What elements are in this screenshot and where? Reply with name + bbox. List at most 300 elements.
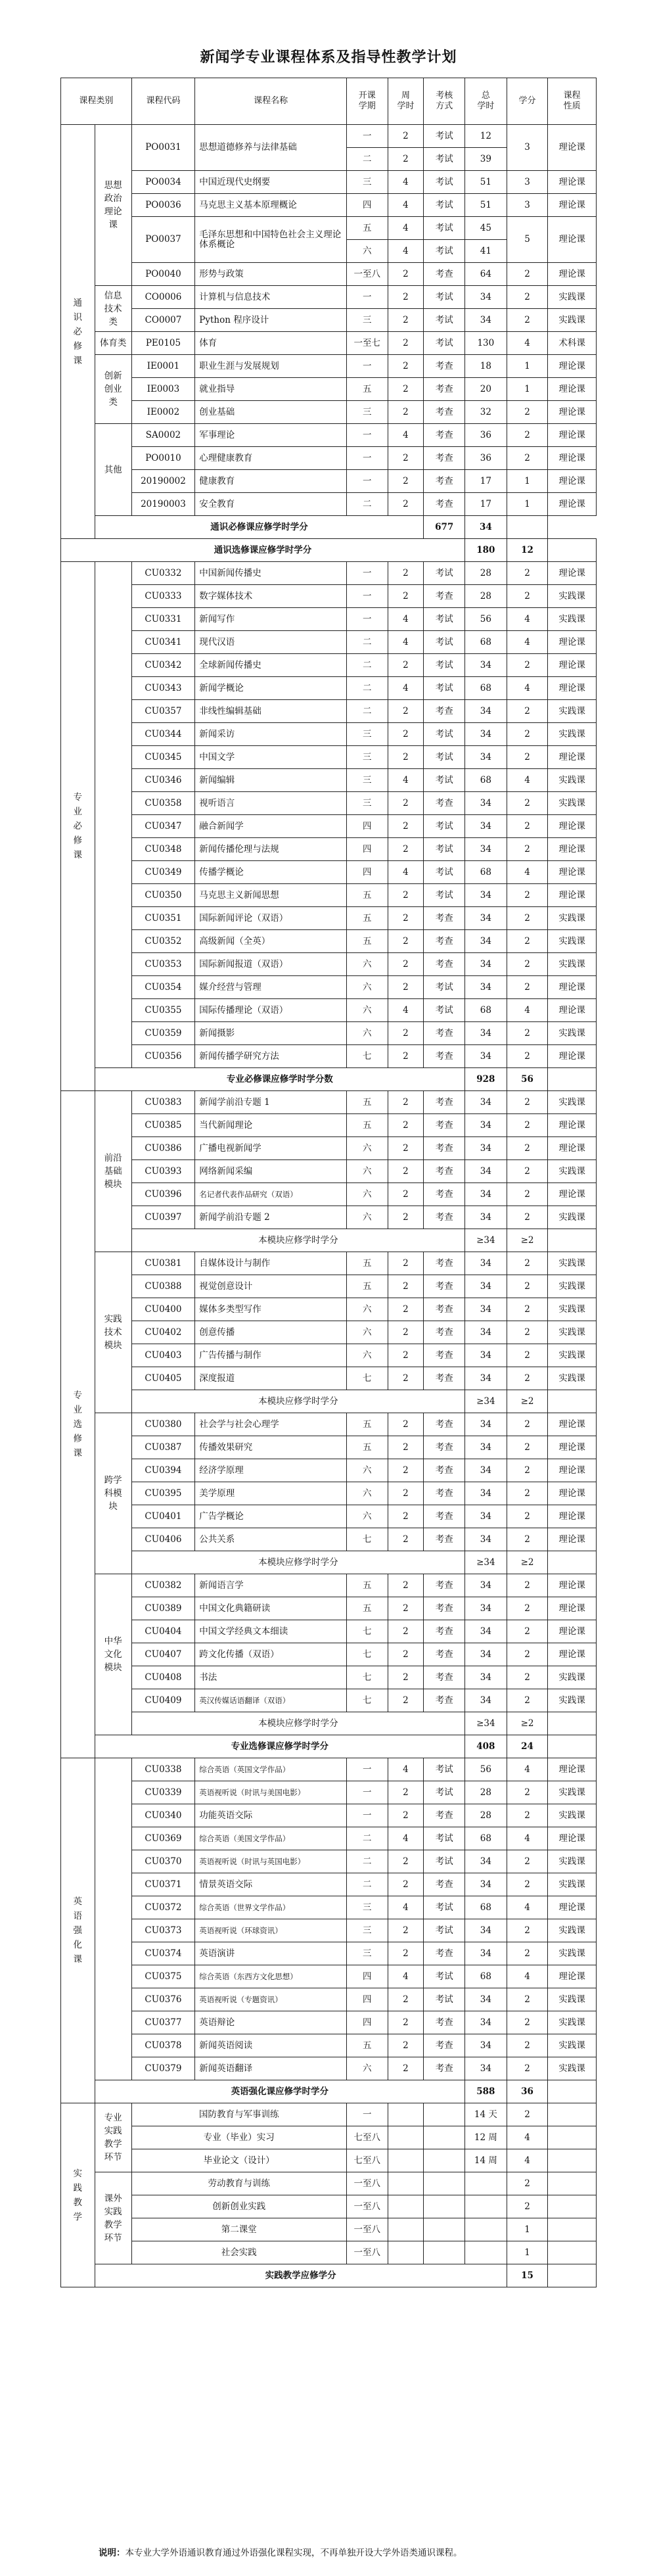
course-exam-type: 考查 — [424, 1804, 465, 1827]
course-credits: 2 — [507, 1482, 548, 1505]
course-credits: 2 — [507, 1413, 548, 1436]
course-total-hours: 68 — [465, 1827, 507, 1850]
course-code: IE0002 — [131, 401, 195, 424]
module-summary-hours: ≥34 — [465, 1551, 507, 1574]
empty-cell — [424, 2195, 465, 2218]
course-code: CU0372 — [131, 1896, 195, 1919]
practice-duration: 12 周 — [465, 2126, 507, 2149]
course-exam-type: 考查 — [424, 1459, 465, 1482]
empty-cell — [548, 1068, 597, 1091]
course-exam-type: 考查 — [424, 1275, 465, 1298]
course-credits: 2 — [507, 884, 548, 907]
course-weekly-hours: 2 — [388, 401, 424, 424]
course-code: PO0037 — [131, 217, 195, 263]
table-row — [61, 838, 597, 861]
practice-name: 创新创业实践 — [131, 2195, 346, 2218]
course-total-hours: 34 — [465, 1666, 507, 1689]
course-name: 健康教育 — [195, 470, 347, 493]
course-semester: 二 — [346, 700, 388, 723]
course-weekly-hours: 2 — [388, 1528, 424, 1551]
course-nature: 实践课 — [548, 907, 597, 930]
course-nature: 理论课 — [548, 1137, 597, 1160]
course-weekly-hours: 2 — [388, 355, 424, 378]
course-weekly-hours: 2 — [388, 1413, 424, 1436]
course-name: 公共关系 — [195, 1528, 347, 1551]
course-semester: 五 — [346, 1091, 388, 1114]
course-nature: 理论课 — [548, 1459, 597, 1482]
course-semester: 五 — [346, 884, 388, 907]
header-semester: 开课 学期 — [346, 78, 388, 125]
course-weekly-hours: 2 — [388, 2011, 424, 2034]
course-code: CU0350 — [131, 884, 195, 907]
summary-row — [61, 2080, 597, 2103]
course-name: 经济学原理 — [195, 1459, 347, 1482]
course-semester: 一 — [346, 470, 388, 493]
course-name: 媒体多类型写作 — [195, 1298, 347, 1321]
course-credits: 4 — [507, 999, 548, 1022]
table-row — [61, 171, 597, 194]
course-weekly-hours: 2 — [388, 1275, 424, 1298]
course-name: 新闻英语阅读 — [195, 2034, 347, 2057]
course-weekly-hours: 4 — [388, 424, 424, 447]
course-weekly-hours: 2 — [388, 2034, 424, 2057]
summary-label: 专业必修课应修学时学分数 — [95, 1068, 464, 1091]
table-row — [61, 332, 597, 355]
course-nature: 理论课 — [548, 746, 597, 769]
course-total-hours: 18 — [465, 355, 507, 378]
table-row — [61, 1873, 597, 1896]
course-exam-type: 考试 — [424, 194, 465, 217]
practice-credits: 2 — [507, 2172, 548, 2195]
course-credits: 2 — [507, 1137, 548, 1160]
table-row — [61, 1137, 597, 1160]
course-weekly-hours: 2 — [388, 1022, 424, 1045]
course-code: PO0040 — [131, 263, 195, 286]
course-exam-type: 考查 — [424, 1367, 465, 1390]
course-semester: 二 — [346, 677, 388, 700]
table-row — [61, 1574, 597, 1597]
course-exam-type: 考查 — [424, 1298, 465, 1321]
course-credits: 2 — [507, 401, 548, 424]
course-semester: 四 — [346, 838, 388, 861]
course-code: CU0371 — [131, 1873, 195, 1896]
course-total-hours: 68 — [465, 1896, 507, 1919]
module-summary-row — [61, 1551, 597, 1574]
course-nature: 实践课 — [548, 700, 597, 723]
practice-row — [61, 2172, 597, 2195]
empty-cell — [424, 2126, 465, 2149]
course-exam-type: 考试 — [424, 562, 465, 585]
course-name: 新闻传播伦理与法规 — [195, 838, 347, 861]
module-summary-hours: ≥34 — [465, 1712, 507, 1735]
course-nature: 实践课 — [548, 930, 597, 953]
course-nature: 理论课 — [548, 838, 597, 861]
course-semester: 二 — [346, 148, 388, 171]
course-semester: 一 — [346, 585, 388, 608]
course-credits: 2 — [507, 1252, 548, 1275]
category-general-required: 通 识 必 修 课 — [61, 125, 95, 539]
summary-hours: 677 — [424, 516, 465, 539]
subcategory-chuangxin: 创新 创业 类 — [95, 355, 131, 424]
table-row — [61, 608, 597, 631]
course-nature: 实践课 — [548, 1206, 597, 1229]
course-credits: 2 — [507, 1298, 548, 1321]
course-total-hours: 34 — [465, 1919, 507, 1942]
table-row — [61, 1321, 597, 1344]
course-name: 现代汉语 — [195, 631, 347, 654]
course-total-hours: 34 — [465, 1367, 507, 1390]
course-nature: 实践课 — [548, 2034, 597, 2057]
course-exam-type: 考查 — [424, 1022, 465, 1045]
course-weekly-hours: 2 — [388, 1574, 424, 1597]
footnote-text: 本专业大学外语通识教育通过外语强化课程实现，不再单独开设大学外语类通识课程。 — [125, 2548, 463, 2558]
course-code: CU0357 — [131, 700, 195, 723]
course-semester: 四 — [346, 1988, 388, 2011]
empty-cell — [424, 2149, 465, 2172]
course-total-hours: 34 — [465, 1643, 507, 1666]
table-row — [61, 1275, 597, 1298]
summary-credits: 15 — [507, 2264, 548, 2287]
course-total-hours: 34 — [465, 1873, 507, 1896]
empty-cell — [548, 2264, 597, 2287]
course-exam-type: 考试 — [424, 884, 465, 907]
course-code: PO0034 — [131, 171, 195, 194]
course-exam-type: 考试 — [424, 217, 465, 240]
course-exam-type: 考查 — [424, 1344, 465, 1367]
course-nature: 理论课 — [548, 1827, 597, 1850]
course-semester: 六 — [346, 1482, 388, 1505]
course-total-hours: 34 — [465, 1942, 507, 1965]
course-code: CU0332 — [131, 562, 195, 585]
course-code: CU0408 — [131, 1666, 195, 1689]
empty-cell — [388, 2218, 424, 2241]
table-row — [61, 1344, 597, 1367]
course-name: 新闻英语翻译 — [195, 2057, 347, 2080]
course-total-hours: 34 — [465, 2011, 507, 2034]
table-row — [61, 470, 597, 493]
course-code: CU0380 — [131, 1413, 195, 1436]
summary-label: 通识选修课应修学时学分 — [61, 539, 465, 562]
course-nature: 实践课 — [548, 1022, 597, 1045]
course-nature: 实践课 — [548, 1942, 597, 1965]
course-nature: 实践课 — [548, 1689, 597, 1712]
course-nature: 理论课 — [548, 677, 597, 700]
course-name: 创意传播 — [195, 1321, 347, 1344]
course-total-hours: 34 — [465, 1528, 507, 1551]
table-row — [61, 401, 597, 424]
course-nature: 理论课 — [548, 1965, 597, 1988]
course-weekly-hours: 2 — [388, 1666, 424, 1689]
course-total-hours: 130 — [465, 332, 507, 355]
table-row — [61, 1942, 597, 1965]
course-weekly-hours: 2 — [388, 1091, 424, 1114]
course-semester: 三 — [346, 309, 388, 332]
empty-cell — [507, 516, 548, 539]
table-row — [61, 769, 597, 792]
course-nature: 理论课 — [548, 1528, 597, 1551]
course-weekly-hours: 2 — [388, 700, 424, 723]
course-weekly-hours: 2 — [388, 930, 424, 953]
course-credits: 1 — [507, 355, 548, 378]
course-name: 融合新闻学 — [195, 815, 347, 838]
empty-cell — [388, 2103, 424, 2126]
course-code: CU0352 — [131, 930, 195, 953]
table-row — [61, 930, 597, 953]
table-row — [61, 1781, 597, 1804]
course-total-hours: 34 — [465, 1252, 507, 1275]
course-semester: 一 — [346, 1781, 388, 1804]
header-total-hours: 总 学时 — [465, 78, 507, 125]
course-exam-type: 考试 — [424, 1919, 465, 1942]
table-row — [61, 493, 597, 516]
table-row — [61, 1965, 597, 1988]
course-nature: 实践课 — [548, 792, 597, 815]
course-code: PO0036 — [131, 194, 195, 217]
course-credits: 2 — [507, 976, 548, 999]
course-credits: 3 — [507, 125, 548, 171]
course-total-hours: 68 — [465, 999, 507, 1022]
course-weekly-hours: 2 — [388, 2057, 424, 2080]
course-credits: 3 — [507, 171, 548, 194]
course-total-hours: 34 — [465, 1505, 507, 1528]
empty-cell — [548, 1390, 597, 1413]
course-semester: 一 — [346, 355, 388, 378]
course-name: 新闻采访 — [195, 723, 347, 746]
course-exam-type: 考试 — [424, 654, 465, 677]
summary-label: 英语强化课应修学时学分 — [95, 2080, 464, 2103]
course-exam-type: 考查 — [424, 1620, 465, 1643]
course-semester: 一 — [346, 562, 388, 585]
course-name: 综合英语（东西方文化思想） — [195, 1965, 347, 1988]
course-code: CU0383 — [131, 1091, 195, 1114]
course-total-hours: 34 — [465, 1689, 507, 1712]
course-exam-type: 考查 — [424, 1436, 465, 1459]
course-exam-type: 考查 — [424, 263, 465, 286]
course-total-hours: 39 — [465, 148, 507, 171]
practice-duration: 14 周 — [465, 2149, 507, 2172]
table-row — [61, 447, 597, 470]
module-summary-row — [61, 1712, 597, 1735]
course-name: 新闻学前沿专题 2 — [195, 1206, 347, 1229]
course-name: 书法 — [195, 1666, 347, 1689]
practice-name: 专业（毕业）实习 — [131, 2126, 346, 2149]
empty-cell — [548, 2080, 597, 2103]
table-row — [61, 1022, 597, 1045]
table-row — [61, 953, 597, 976]
subcategory-qita: 其他 — [95, 424, 131, 516]
course-weekly-hours: 4 — [388, 677, 424, 700]
course-weekly-hours: 4 — [388, 769, 424, 792]
empty-cell — [388, 2195, 424, 2218]
course-name: 国际新闻报道（双语） — [195, 953, 347, 976]
empty-cell — [548, 2126, 597, 2149]
course-nature: 实践课 — [548, 1873, 597, 1896]
course-semester: 三 — [346, 792, 388, 815]
course-total-hours: 34 — [465, 792, 507, 815]
course-semester: 六 — [346, 1298, 388, 1321]
practice-credits: 2 — [507, 2103, 548, 2126]
course-exam-type: 考查 — [424, 907, 465, 930]
course-exam-type: 考试 — [424, 1850, 465, 1873]
summary-credits: 12 — [507, 539, 548, 562]
course-total-hours: 20 — [465, 378, 507, 401]
course-weekly-hours: 2 — [388, 1597, 424, 1620]
category-major-required: 专 业 必 修 课 — [61, 562, 95, 1091]
course-exam-type: 考查 — [424, 378, 465, 401]
module-summary-credits: ≥2 — [507, 1390, 548, 1413]
course-credits: 2 — [507, 1620, 548, 1643]
course-code: CU0385 — [131, 1114, 195, 1137]
course-total-hours: 17 — [465, 493, 507, 516]
course-name: 跨文化传播（双语） — [195, 1643, 347, 1666]
course-name: 就业指导 — [195, 378, 347, 401]
course-exam-type: 考试 — [424, 677, 465, 700]
practice-credits: 2 — [507, 2195, 548, 2218]
course-total-hours: 36 — [465, 447, 507, 470]
course-semester: 二 — [346, 1850, 388, 1873]
table-row — [61, 309, 597, 332]
course-semester: 六 — [346, 1022, 388, 1045]
course-exam-type: 考试 — [424, 1781, 465, 1804]
course-credits: 2 — [507, 1367, 548, 1390]
course-credits: 2 — [507, 1344, 548, 1367]
course-code: CU0374 — [131, 1942, 195, 1965]
course-exam-type: 考查 — [424, 792, 465, 815]
course-code: CU0397 — [131, 1206, 195, 1229]
course-credits: 5 — [507, 217, 548, 263]
course-semester: 一至七 — [346, 332, 388, 355]
course-semester: 六 — [346, 1160, 388, 1183]
module-zhonghua: 中华 文化 模块 — [95, 1574, 131, 1735]
course-credits: 4 — [507, 1758, 548, 1781]
course-name: 传播学概论 — [195, 861, 347, 884]
course-weekly-hours: 2 — [388, 1321, 424, 1344]
course-weekly-hours: 2 — [388, 792, 424, 815]
course-nature: 理论课 — [548, 1183, 597, 1206]
course-total-hours: 34 — [465, 746, 507, 769]
course-semester: 一 — [346, 447, 388, 470]
practice-name: 劳动教育与训练 — [131, 2172, 346, 2195]
course-total-hours: 34 — [465, 1988, 507, 2011]
practice-row — [61, 2241, 597, 2264]
table-row — [61, 1413, 597, 1436]
practice-semester: 一至八 — [346, 2195, 388, 2218]
table-row — [61, 700, 597, 723]
course-weekly-hours: 4 — [388, 240, 424, 263]
table-row — [61, 1896, 597, 1919]
course-nature: 理论课 — [548, 1114, 597, 1137]
course-total-hours: 34 — [465, 976, 507, 999]
course-weekly-hours: 2 — [388, 1804, 424, 1827]
course-code: CU0369 — [131, 1827, 195, 1850]
empty-cell — [548, 2195, 597, 2218]
course-code: CU0358 — [131, 792, 195, 815]
course-weekly-hours: 4 — [388, 999, 424, 1022]
course-name: 自媒体设计与制作 — [195, 1252, 347, 1275]
table-row — [61, 1597, 597, 1620]
course-code: CO0006 — [131, 286, 195, 309]
course-semester: 三 — [346, 723, 388, 746]
course-code: CU0353 — [131, 953, 195, 976]
course-total-hours: 17 — [465, 470, 507, 493]
summary-credits: 24 — [507, 1735, 548, 1758]
course-total-hours: 34 — [465, 1137, 507, 1160]
practice-credits: 1 — [507, 2218, 548, 2241]
course-name: 新闻编辑 — [195, 769, 347, 792]
practice-semester: 一至八 — [346, 2172, 388, 2195]
summary-label: 专业选修课应修学时学分 — [95, 1735, 464, 1758]
course-exam-type: 考查 — [424, 1252, 465, 1275]
module-summary-label: 本模块应修学时学分 — [131, 1712, 464, 1735]
empty-cell — [548, 1229, 597, 1252]
empty-cell — [548, 539, 597, 562]
course-code: SA0002 — [131, 424, 195, 447]
table-row — [61, 1206, 597, 1229]
course-name: 英语视听说（专题资讯） — [195, 1988, 347, 2011]
empty-cell — [548, 1712, 597, 1735]
table-row — [61, 746, 597, 769]
subcategory-sixiang: 思想 政治 理论 课 — [95, 125, 131, 286]
course-credits: 4 — [507, 861, 548, 884]
course-semester: 七 — [346, 1689, 388, 1712]
course-weekly-hours: 2 — [388, 1183, 424, 1206]
course-total-hours: 34 — [465, 1091, 507, 1114]
course-exam-type: 考试 — [424, 1965, 465, 1988]
course-code: CU0378 — [131, 2034, 195, 2057]
course-code: CU0388 — [131, 1275, 195, 1298]
course-credits: 2 — [507, 1045, 548, 1068]
table-row — [61, 355, 597, 378]
course-total-hours: 34 — [465, 1275, 507, 1298]
course-total-hours: 34 — [465, 2034, 507, 2057]
course-exam-type: 考查 — [424, 401, 465, 424]
course-name: 广告传播与制作 — [195, 1344, 347, 1367]
summary-credits: 56 — [507, 1068, 548, 1091]
table-row — [61, 1436, 597, 1459]
empty-cell — [548, 1735, 597, 1758]
course-code: CU0340 — [131, 1804, 195, 1827]
course-name: 思想道德修养与法律基础 — [195, 125, 347, 171]
practice-semester: 一至八 — [346, 2218, 388, 2241]
course-exam-type: 考试 — [424, 1758, 465, 1781]
course-credits: 2 — [507, 1689, 548, 1712]
course-total-hours: 34 — [465, 1045, 507, 1068]
course-code: CU0395 — [131, 1482, 195, 1505]
course-nature: 实践课 — [548, 1298, 597, 1321]
course-code: CU0345 — [131, 746, 195, 769]
course-exam-type: 考查 — [424, 1643, 465, 1666]
course-weekly-hours: 2 — [388, 1482, 424, 1505]
course-total-hours: 68 — [465, 769, 507, 792]
table-row — [61, 999, 597, 1022]
empty-cell — [388, 2172, 424, 2195]
course-total-hours: 68 — [465, 1965, 507, 1988]
course-exam-type: 考查 — [424, 2057, 465, 2080]
course-nature: 理论课 — [548, 447, 597, 470]
course-weekly-hours: 2 — [388, 1252, 424, 1275]
course-name: 军事理论 — [195, 424, 347, 447]
course-nature: 理论课 — [548, 562, 597, 585]
course-code: CU0400 — [131, 1298, 195, 1321]
course-nature: 实践课 — [548, 585, 597, 608]
course-weekly-hours: 4 — [388, 1758, 424, 1781]
course-exam-type: 考查 — [424, 1045, 465, 1068]
course-credits: 2 — [507, 2057, 548, 2080]
course-name: 新闻语言学 — [195, 1574, 347, 1597]
course-total-hours: 28 — [465, 1804, 507, 1827]
course-weekly-hours: 2 — [388, 286, 424, 309]
course-code: CU0409 — [131, 1689, 195, 1712]
